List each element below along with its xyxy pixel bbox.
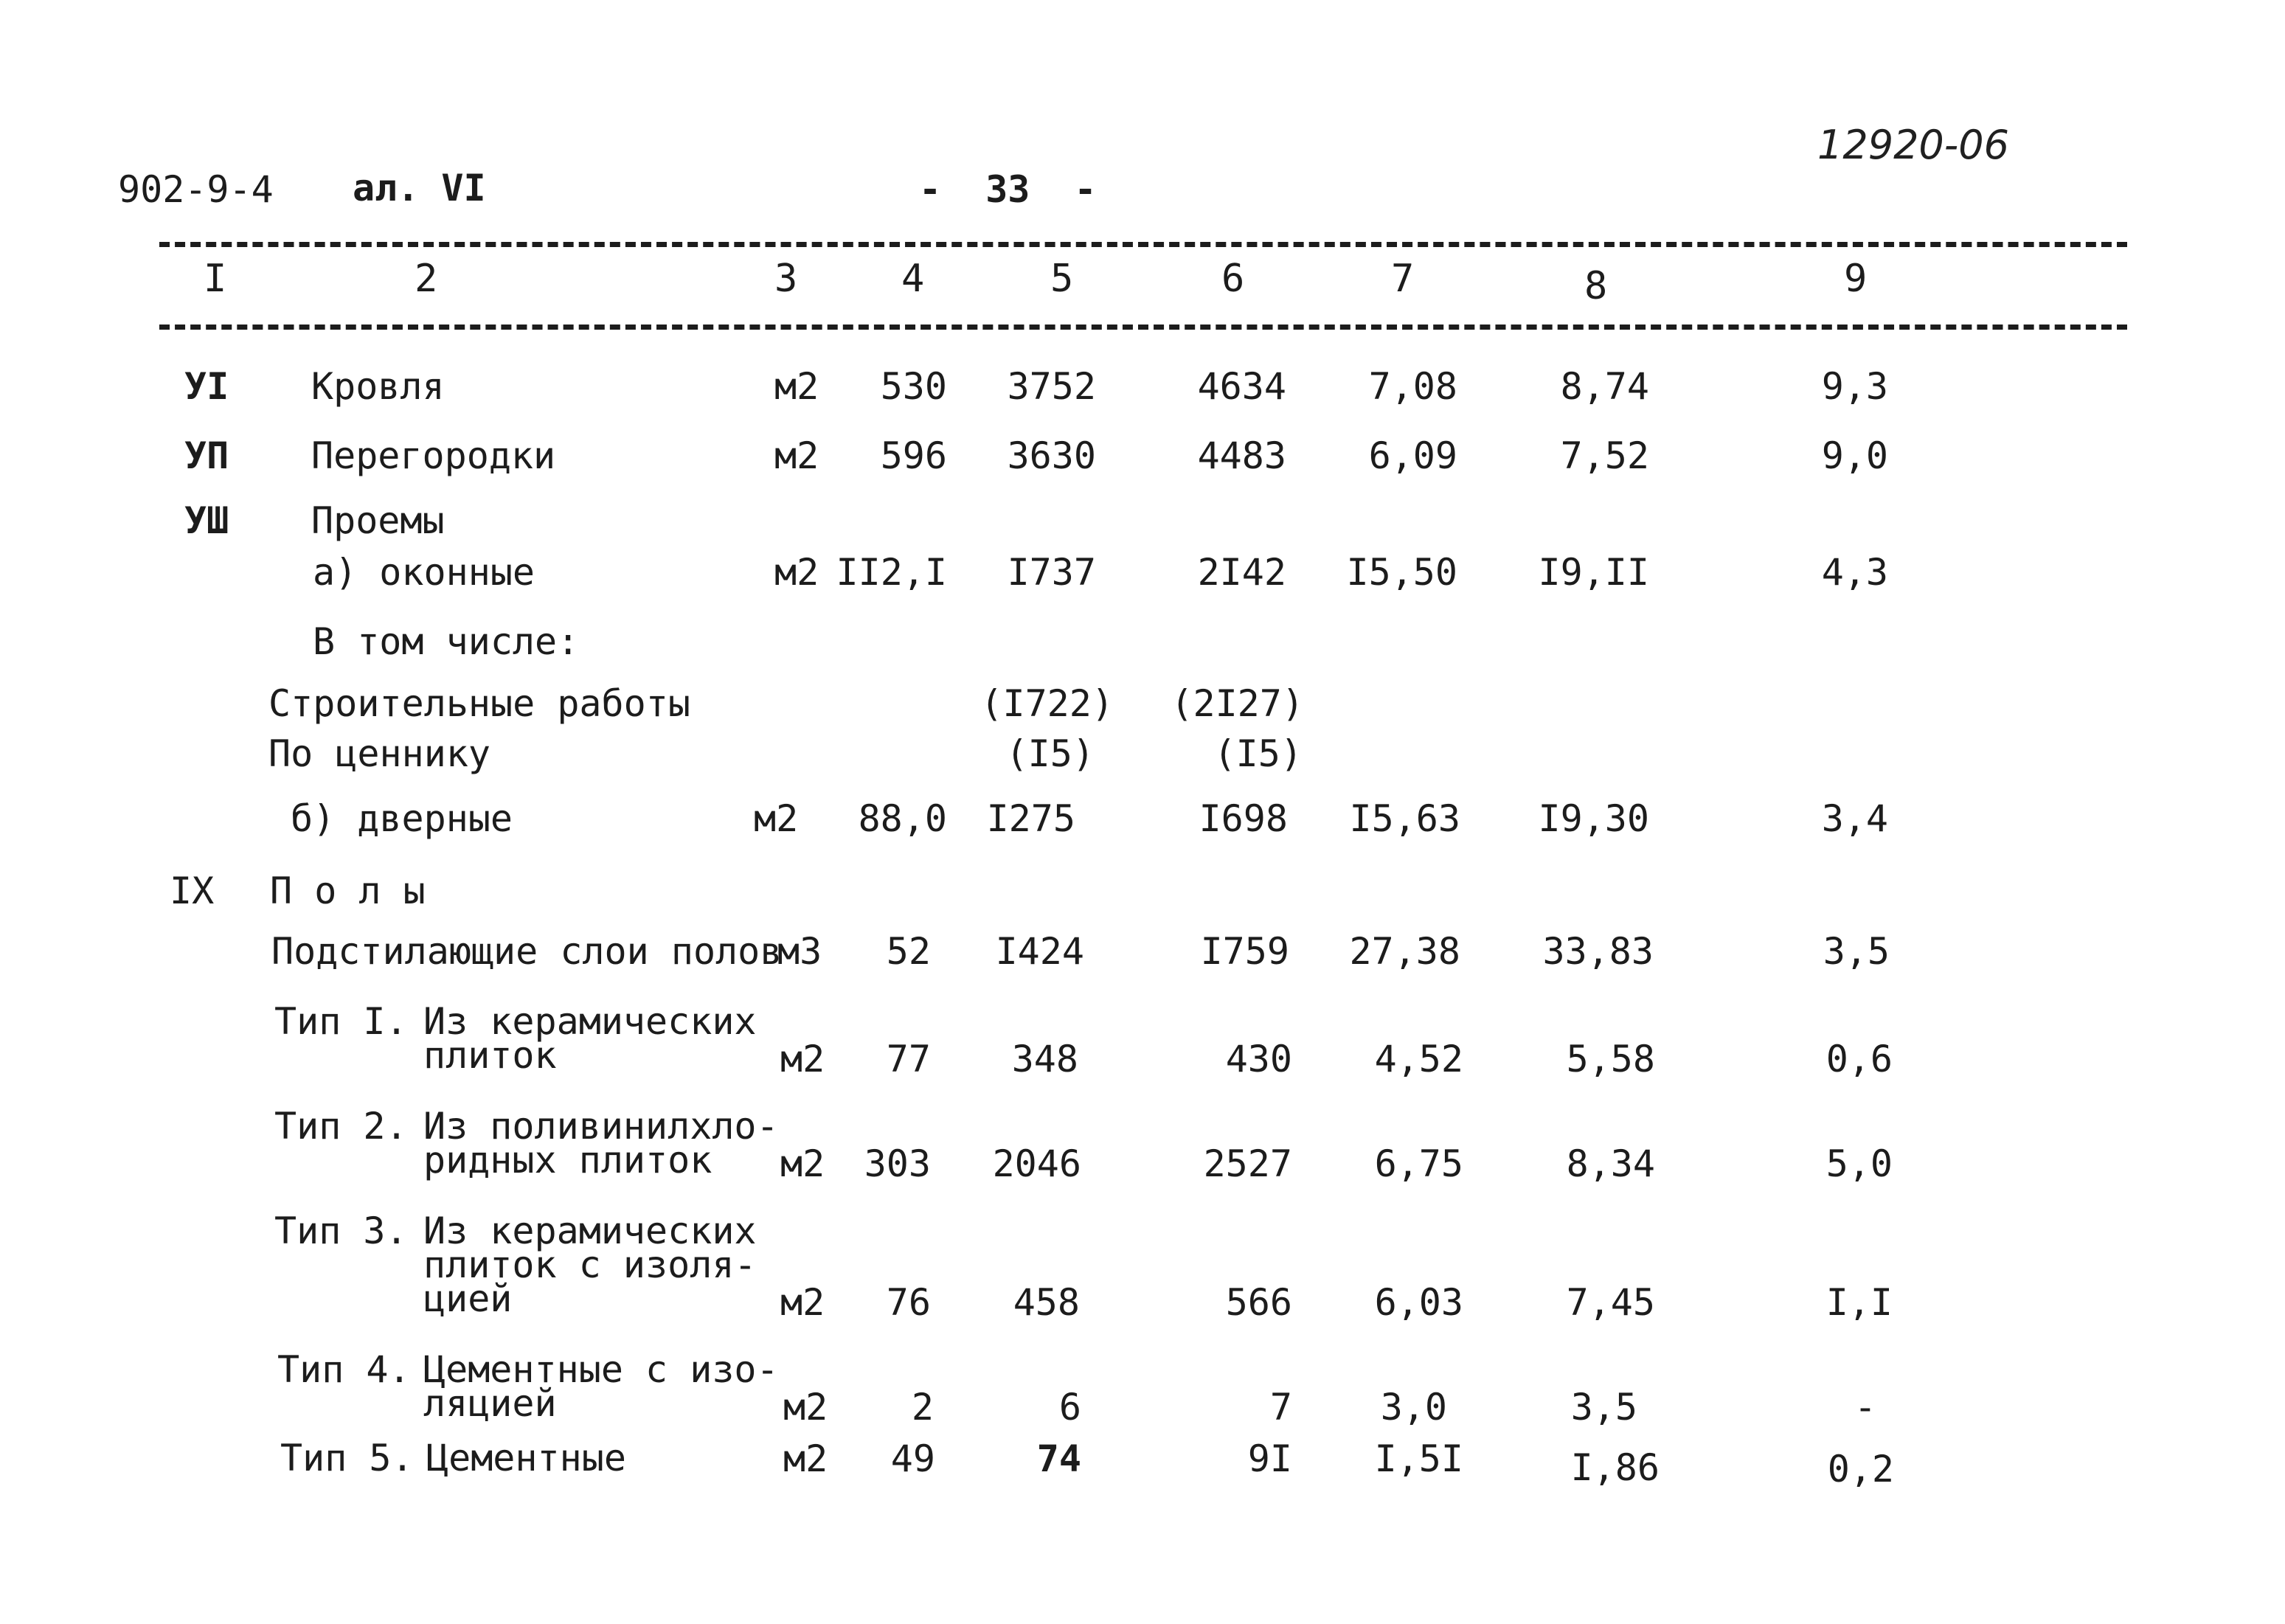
column-header-8: 8 xyxy=(1584,264,1608,308)
cell-col5: I737 xyxy=(1007,551,1096,594)
row-name: П о л ы xyxy=(270,870,426,912)
floor-type-desc-line2: ляцией xyxy=(423,1382,557,1425)
floor-type-label: Тип I. xyxy=(274,1000,408,1043)
cell-col9: 0,2 xyxy=(1827,1448,1894,1491)
cell-col4: II2,I xyxy=(836,551,947,594)
row-number: УI xyxy=(184,365,229,408)
row-name: а) оконные xyxy=(313,551,535,594)
row-name: Перегородки xyxy=(311,434,556,477)
cell-col9: 3,4 xyxy=(1821,797,1888,840)
cell-col5: I424 xyxy=(995,930,1084,973)
cell-col6: 7 xyxy=(1269,1386,1292,1429)
cell-col4: 49 xyxy=(890,1437,935,1480)
cell-col7: 4,52 xyxy=(1374,1038,1463,1080)
cell-col4: 77 xyxy=(886,1038,931,1080)
cell-col9: 0,6 xyxy=(1825,1038,1893,1080)
cell-col4: 530 xyxy=(880,365,947,408)
cell-col6: 2I42 xyxy=(1197,551,1286,594)
cell-col6: 2527 xyxy=(1203,1142,1292,1185)
cell-col9: 9,3 xyxy=(1821,365,1888,408)
floor-type-desc-line1: Из поливинилхло- xyxy=(423,1105,779,1148)
cell-col6: (2I27) xyxy=(1171,682,1304,725)
unit: м2 xyxy=(783,1437,828,1480)
row-number: УШ xyxy=(184,499,229,542)
unit: м2 xyxy=(780,1038,825,1080)
row-name: По ценнику xyxy=(268,732,491,775)
column-header-9: 9 xyxy=(1844,257,1868,301)
cell-col4: 76 xyxy=(886,1281,931,1324)
floor-type-desc-line3: цией xyxy=(423,1277,513,1320)
cell-col5: 3752 xyxy=(1007,365,1096,408)
row-name: б) дверные xyxy=(291,797,513,840)
cell-col9: I,I xyxy=(1825,1281,1893,1324)
cell-col6: (I5) xyxy=(1213,732,1303,775)
cell-col8: 5,58 xyxy=(1566,1038,1655,1080)
row-number: УП xyxy=(184,434,229,477)
cell-col4: 2 xyxy=(911,1386,934,1429)
floor-type-label: Тип 3. xyxy=(274,1210,408,1252)
floor-type-label: Тип 4. xyxy=(277,1348,411,1391)
cell-col7: 27,38 xyxy=(1349,930,1460,973)
cell-col6: 430 xyxy=(1225,1038,1292,1080)
cell-col6: I759 xyxy=(1200,930,1289,973)
cell-col7: I,5I xyxy=(1374,1437,1463,1480)
unit: м2 xyxy=(774,434,819,477)
cell-col5: I275 xyxy=(986,797,1075,840)
cell-col4: 52 xyxy=(886,930,931,973)
cell-col8: 7,45 xyxy=(1566,1281,1655,1324)
cell-col8: 7,52 xyxy=(1560,434,1649,477)
cell-col9: 5,0 xyxy=(1825,1142,1893,1185)
row-name: В том числе: xyxy=(313,620,580,663)
cell-col9: 3,5 xyxy=(1823,930,1890,973)
cell-col7: 7,08 xyxy=(1368,365,1457,408)
cell-col4: 88,0 xyxy=(858,797,947,840)
unit: м2 xyxy=(754,797,799,840)
floor-type-desc-line2: ридных плиток xyxy=(423,1139,712,1181)
column-header-4: 4 xyxy=(901,257,925,301)
cell-col7: 3,0 xyxy=(1380,1386,1447,1429)
page-number: - 33 - xyxy=(919,168,1097,211)
floor-type-desc-line2: плиток xyxy=(423,1034,557,1077)
cell-col5: (I5) xyxy=(1005,732,1095,775)
floor-type-label: Тип 2. xyxy=(274,1105,408,1148)
document-code: 902-9-4 xyxy=(118,168,274,211)
unit: м3 xyxy=(777,930,822,973)
cell-col8: 3,5 xyxy=(1570,1386,1637,1429)
cell-col7: 6,75 xyxy=(1374,1142,1463,1185)
cell-col8: I9,II xyxy=(1538,551,1649,594)
cell-col9: 9,0 xyxy=(1821,434,1888,477)
cell-col6: 4483 xyxy=(1197,434,1286,477)
floor-type-desc-line1: Цементные с изо- xyxy=(423,1348,779,1391)
unit: м2 xyxy=(774,365,819,408)
table-top-rule xyxy=(159,242,2127,247)
cell-col5: 74 xyxy=(1036,1437,1081,1480)
cell-col9: - xyxy=(1854,1386,1876,1429)
album-number: ал. VI xyxy=(353,167,486,209)
cell-col7: 6,09 xyxy=(1368,434,1457,477)
cell-col5: 348 xyxy=(1011,1038,1078,1080)
column-header-3: 3 xyxy=(774,257,798,301)
floor-type-desc-line2: плиток с изоля- xyxy=(423,1243,757,1286)
cell-col6: 9I xyxy=(1247,1437,1292,1480)
cell-col6: 566 xyxy=(1225,1281,1292,1324)
cell-col5: 6 xyxy=(1058,1386,1081,1429)
cell-col4: 596 xyxy=(880,434,947,477)
cell-col4: 303 xyxy=(864,1142,931,1185)
column-header-7: 7 xyxy=(1391,257,1415,301)
column-header-6: 6 xyxy=(1221,257,1245,301)
floor-type-desc-line1: Из керамических xyxy=(423,1000,757,1043)
unit: м2 xyxy=(780,1281,825,1324)
cell-col5: (I722) xyxy=(980,682,1114,725)
archive-number: 12920-06 xyxy=(1817,122,2009,168)
cell-col8: I9,30 xyxy=(1538,797,1649,840)
floor-type-desc-line1: Из керамических xyxy=(423,1210,757,1252)
row-name: Проемы xyxy=(311,499,445,542)
row-name: Строительные работы xyxy=(268,682,690,725)
column-header-1: I xyxy=(204,257,227,301)
cell-col6: I698 xyxy=(1199,797,1288,840)
cell-col5: 458 xyxy=(1013,1281,1080,1324)
floor-type-desc-line1: Цементные xyxy=(426,1437,626,1479)
unit: м2 xyxy=(774,551,819,594)
cell-col5: 2046 xyxy=(992,1142,1081,1185)
cell-col7: 6,03 xyxy=(1374,1281,1463,1324)
cell-col7: I5,50 xyxy=(1346,551,1457,594)
cell-col8: I,86 xyxy=(1570,1446,1660,1489)
cell-col8: 8,74 xyxy=(1560,365,1649,408)
cell-col8: 33,83 xyxy=(1542,930,1654,973)
cell-col8: 8,34 xyxy=(1566,1142,1655,1185)
table-header-rule xyxy=(159,325,2127,330)
row-number: IX xyxy=(170,870,215,912)
cell-col5: 3630 xyxy=(1007,434,1096,477)
cell-col9: 4,3 xyxy=(1821,551,1888,594)
row-name: Кровля xyxy=(311,365,445,408)
row-name: Подстилающие слои полов xyxy=(271,930,783,973)
column-header-5: 5 xyxy=(1050,257,1074,301)
column-header-2: 2 xyxy=(415,257,438,301)
cell-col7: I5,63 xyxy=(1349,797,1460,840)
unit: м2 xyxy=(780,1142,825,1185)
unit: м2 xyxy=(783,1386,828,1429)
floor-type-label: Тип 5. xyxy=(280,1437,414,1479)
cell-col6: 4634 xyxy=(1197,365,1286,408)
